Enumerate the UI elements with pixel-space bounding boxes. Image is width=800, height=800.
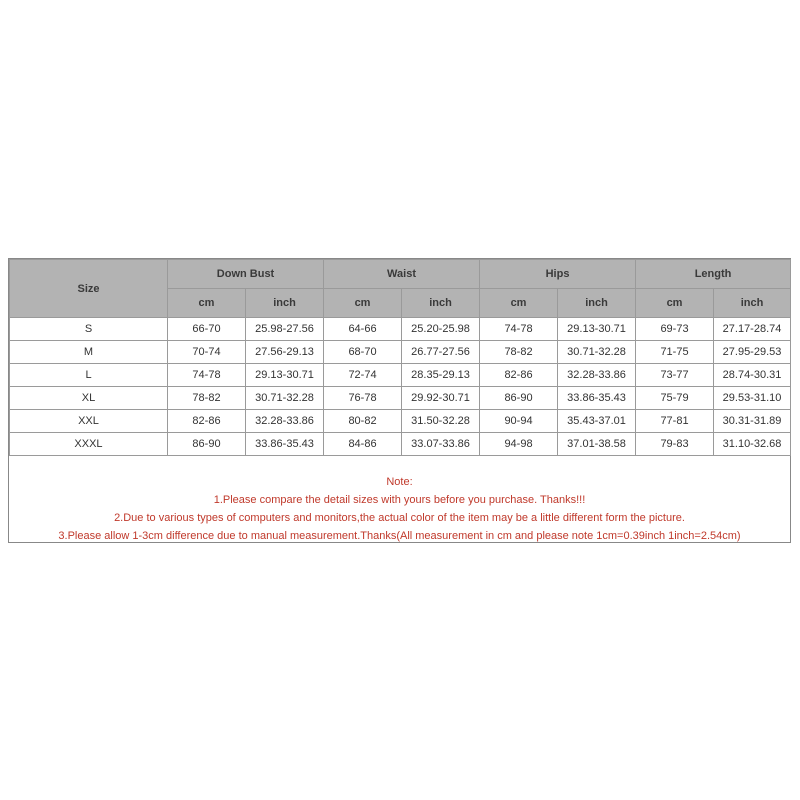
size-table [9,259,791,456]
size-label-cell: L [10,364,168,387]
table-cell: 68-70 [324,341,402,364]
size-chart [8,258,791,543]
table-cell: 72-74 [324,364,402,387]
table-cell: 69-73 [636,318,714,341]
table-cell: 78-82 [168,387,246,410]
table-row [10,341,791,364]
table-cell: 79-83 [636,433,714,456]
table-cell: 74-78 [168,364,246,387]
note-title: Note: [386,476,413,488]
size-label-cell: XXL [10,410,168,433]
table-cell: 77-81 [636,410,714,433]
table-row [10,318,791,341]
waist-header: Waist [324,260,480,289]
table-cell: 27.95-29.53 [714,341,791,364]
table-cell: 25.20-25.98 [402,318,480,341]
table-cell: 31.10-32.68 [714,433,791,456]
table-cell: 27.17-28.74 [714,318,791,341]
size-label-cell: S [10,318,168,341]
size-label-cell: XXXL [10,433,168,456]
table-cell: 73-77 [636,364,714,387]
table-cell: 33.86-35.43 [246,433,324,456]
table-cell: 26.77-27.56 [402,341,480,364]
notes-section [9,456,790,545]
down-bust-header: Down Bust [168,260,324,289]
table-cell: 78-82 [480,341,558,364]
table-cell: 28.74-30.31 [714,364,791,387]
note-line: 1.Please compare the detail sizes with yours before you purchase. Thanks!!! [213,494,586,506]
table-cell: 33.07-33.86 [402,433,480,456]
size-column-header: Size [10,260,168,318]
note-line: 2.Due to various types of computers and monitors,the actual color of the item may be a little different form the picture. [114,512,685,524]
unit-header: inch [714,289,791,318]
table-cell: 64-66 [324,318,402,341]
table-row [10,387,791,410]
table-cell: 29.13-30.71 [246,364,324,387]
table-cell: 71-75 [636,341,714,364]
size-label-cell: M [10,341,168,364]
table-cell: 29.13-30.71 [558,318,636,341]
table-row [10,364,791,387]
table-cell: 29.53-31.10 [714,387,791,410]
table-cell: 27.56-29.13 [246,341,324,364]
unit-header: inch [558,289,636,318]
size-label-cell: XL [10,387,168,410]
table-cell: 80-82 [324,410,402,433]
table-row [10,433,791,456]
table-cell: 86-90 [168,433,246,456]
table-cell: 86-90 [480,387,558,410]
unit-header: inch [402,289,480,318]
table-cell: 82-86 [480,364,558,387]
table-cell: 32.28-33.86 [246,410,324,433]
table-cell: 37.01-38.58 [558,433,636,456]
table-cell: 84-86 [324,433,402,456]
table-cell: 90-94 [480,410,558,433]
table-cell: 70-74 [168,341,246,364]
table-cell: 74-78 [480,318,558,341]
table-cell: 30.71-32.28 [558,341,636,364]
note-line: 3.Please allow 1-3cm difference due to manual measurement.Thanks(All measurement in cm and please note 1cm=0.39inch 1inch=2.54cm) [58,530,741,542]
table-cell: 30.71-32.28 [246,387,324,410]
length-header: Length [636,260,791,289]
table-cell: 76-78 [324,387,402,410]
table-cell: 25.98-27.56 [246,318,324,341]
table-cell: 35.43-37.01 [558,410,636,433]
unit-header: inch [246,289,324,318]
header-group-row [10,260,791,289]
table-cell: 33.86-35.43 [558,387,636,410]
table-cell: 29.92-30.71 [402,387,480,410]
table-cell: 32.28-33.86 [558,364,636,387]
table-cell: 30.31-31.89 [714,410,791,433]
table-cell: 75-79 [636,387,714,410]
hips-header: Hips [480,260,636,289]
table-cell: 28.35-29.13 [402,364,480,387]
unit-header: cm [324,289,402,318]
table-cell: 94-98 [480,433,558,456]
unit-header: cm [168,289,246,318]
unit-header: cm [636,289,714,318]
table-cell: 66-70 [168,318,246,341]
unit-header: cm [480,289,558,318]
table-cell: 31.50-32.28 [402,410,480,433]
table-cell: 82-86 [168,410,246,433]
table-row [10,410,791,433]
